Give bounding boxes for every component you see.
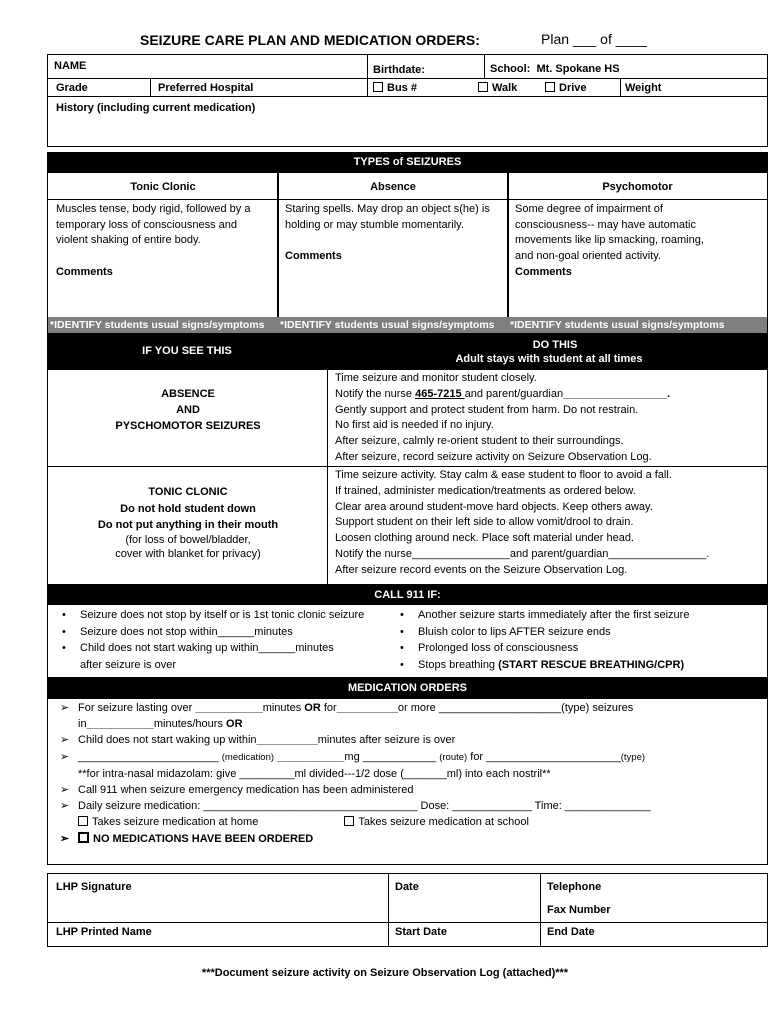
absence-identify: *IDENTIFY students usual signs/symptoms: [280, 319, 495, 331]
call911-left-list: • Seizure does not stop by itself or is 1st tonic clonic seizure • Seizure does not stop within______minutes • Child does not start waking up within______minutes after seizure is over: [62, 609, 365, 671]
absence-description: Staring spells. May drop an object s(he) is holding or may stumble momentarily.: [285, 203, 490, 231]
tonic-description: Muscles tense, body rigid, followed by a temporary loss of consciousness and violent shaking of entire body.: [56, 203, 251, 246]
name-label: NAME: [54, 60, 87, 72]
telephone-label: Telephone: [547, 881, 602, 893]
birthdate-label: Birthdate:: [373, 64, 425, 76]
bus-checkbox[interactable]: [373, 82, 383, 92]
medication-orders: ➢ For seizure lasting over ___________minutes OR for__________or more ____________________(type) seizures in___________minutes/hours OR ➢ Child does not start waking up within__________minutes after seizure is over ➢ _______________________ (medication) ___________mg ____________ (route) for ______________________(type) **for intra-nasal midazolam: give _________ml divided---1/2 dose (_______ml) into each nostril** ➢ Call 911 when seizure emergency medication has been administered ➢ Daily seizure medication: ___________________________________ Dose: _____________ Time: ______________ Takes seizure medication at home Takes seizure medication at school ➢ NO MEDICATIONS HAVE BEEN ORDERED: [60, 702, 651, 845]
bus-option[interactable]: [373, 80, 417, 96]
end-date-label: End Date: [547, 926, 595, 938]
no-medications-checkbox[interactable]: [78, 832, 89, 843]
history-label: History (including current medication): [56, 102, 256, 114]
tonic-identify: *IDENTIFY students usual signs/symptoms: [50, 319, 265, 331]
footer-note: ***Document seizure activity on Seizure Observation Log (attached)***: [201, 967, 569, 979]
see-heading: IF YOU SEE THIS: [142, 345, 232, 357]
grade-label: Grade: [56, 82, 88, 94]
absence-psychomotor-title: ABSENCE AND PYSCHOMOTOR SEIZURES: [115, 388, 261, 432]
tonic-steps: Time seizure activity. Stay calm & ease student to floor to avoid a fall. If trained, administer medication/treatments as ordered below. Clear area around student-move hard objects. Keep others away. Support student on their left side to allow vomit/drool to drain. Loosen clothing around neck. Place soft material under head. Notify the nurse________________and parent/guardian________________. After seizure record events on the Seizure Observation Log.: [335, 469, 710, 576]
type-psychomotor: Psychomotor: [602, 181, 673, 193]
page-title: SEIZURE CARE PLAN AND MEDICATION ORDERS:: [140, 32, 480, 48]
walk-checkbox[interactable]: [478, 82, 488, 92]
tonic-comments-label: Comments: [56, 266, 113, 278]
weight-label: Weight: [625, 82, 662, 94]
school-med-checkbox[interactable]: [344, 816, 354, 826]
types-heading: TYPES of SEIZURES: [47, 152, 768, 173]
lhp-signature-label: LHP Signature: [56, 881, 132, 893]
plan-number[interactable]: Plan ___ of ____: [541, 31, 647, 47]
hospital-label: Preferred Hospital: [158, 82, 254, 94]
call911-right-list: • Another seizure starts immediately after the first seizure • Bluish color to lips AFTER seizure ends • Prolonged loss of consciousness • Stops breathing (START RESCUE BREATHING/CPR): [400, 609, 690, 671]
home-med-checkbox[interactable]: [78, 816, 88, 826]
tonic-clonic-title: TONIC CLONIC Do not hold student down Do not put anything in their mouth (for loss of bowel/bladder, cover with blanket for privacy): [97, 486, 279, 560]
call911-heading: CALL 911 IF:: [47, 585, 768, 605]
medication-heading: MEDICATION ORDERS: [47, 678, 768, 699]
psychomotor-identify: *IDENTIFY students usual signs/symptoms: [510, 319, 725, 331]
walk-option[interactable]: [478, 80, 517, 96]
drive-option[interactable]: [545, 80, 587, 96]
school-field: [490, 61, 620, 77]
bus-label: Bus #: [387, 82, 417, 94]
psychomotor-comments-label: Comments: [515, 266, 572, 278]
psychomotor-description: Some degree of impairment of consciousness-- may have automatic movements like lip smacking, roaming, and non-goal oriented activity.: [515, 203, 704, 262]
drive-label: Drive: [559, 82, 587, 94]
school-label: School:: [490, 63, 531, 75]
school-med-option[interactable]: Takes seizure medication at school: [344, 816, 529, 828]
fax-label: Fax Number: [547, 904, 611, 916]
absence-steps: Time seizure and monitor student closely. Notify the nurse 465-7215 and parent/guardian_________________. Gently support and protect student from harm. Do not restrain. No first aid is needed if no injury. After seizure, calmly re-orient student to their surroundings. After seizure, record seizure activity on Seizure Observation Log.: [335, 372, 671, 463]
lhp-printed-name-label: LHP Printed Name: [56, 926, 152, 938]
type-tonic-clonic: Tonic Clonic: [130, 181, 196, 193]
type-absence: Absence: [370, 181, 416, 193]
start-date-label: Start Date: [395, 926, 447, 938]
no-medications-option[interactable]: NO MEDICATIONS HAVE BEEN ORDERED: [78, 833, 313, 845]
drive-checkbox[interactable]: [545, 82, 555, 92]
do-heading: DO THIS Adult stays with student at all times: [455, 339, 643, 365]
school-value: Mt. Spokane HS: [536, 63, 620, 75]
home-med-option[interactable]: Takes seizure medication at home: [78, 816, 258, 828]
walk-label: Walk: [492, 82, 518, 94]
date-label: Date: [395, 881, 419, 893]
absence-comments-label: Comments: [285, 250, 342, 262]
